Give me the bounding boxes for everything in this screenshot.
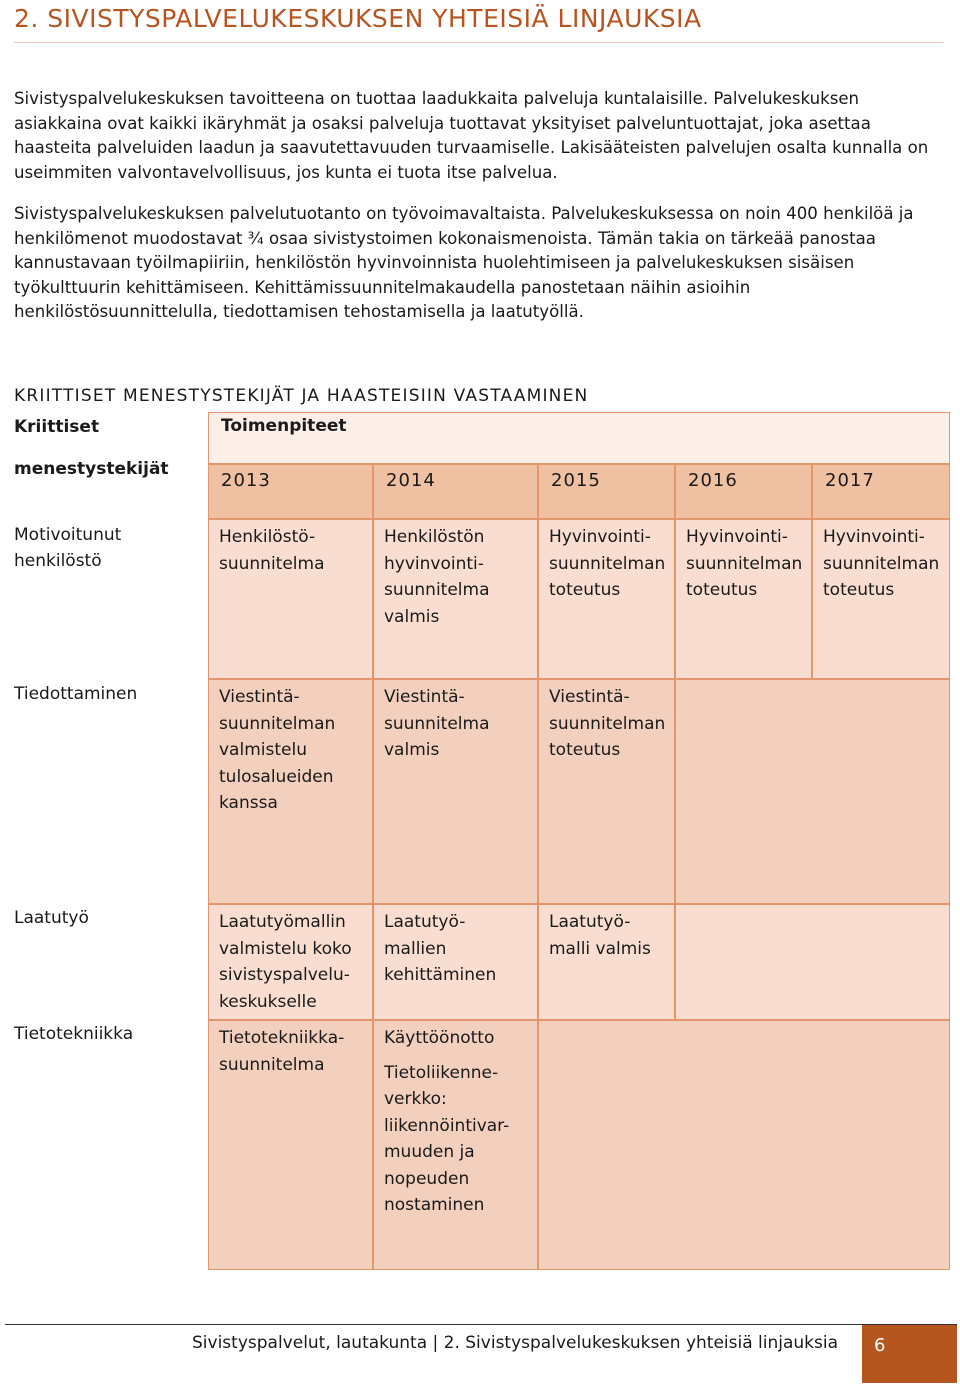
cell-line: Tietoliikenne-verkko: liikennöintivar-muuden ja nopeuden nostaminen (384, 1062, 510, 1215)
factor-label: Tiedottaminen (14, 684, 138, 704)
page-number: 6 (862, 1325, 957, 1383)
cell-line: Käyttöönotto (384, 1028, 495, 1048)
table-cell (373, 1020, 538, 1270)
year-header: 2016 (675, 464, 812, 519)
table-cell: Tietotekniikka-suunnitelma (208, 1020, 373, 1270)
table-cell: Viestintä-suunnitelma valmis (373, 679, 538, 904)
table-cell: Laatutyö-malli valmis (538, 904, 675, 1020)
table-cell-empty (675, 679, 950, 904)
table-cell: Laatutyömallin valmistelu koko sivistyspalvelu-keskukselle (208, 904, 373, 1020)
critical-label: Kriittiset (14, 417, 100, 437)
table-cell: Viestintä-suunnitelman valmistelu tulosalueiden kanssa (208, 679, 373, 904)
year-header: 2013 (208, 464, 373, 519)
year-header: 2014 (373, 464, 538, 519)
success-factors-label: menestystekijät (14, 459, 169, 479)
table-section-title: KRIITTISET MENESTYSTEKIJÄT JA HAASTEISIIN VASTAAMINEN (14, 386, 589, 406)
table-cell: Hyvinvointi-suunnitelman toteutus (538, 519, 675, 679)
heading-divider (14, 42, 944, 43)
footer-divider (5, 1324, 957, 1325)
intro-paragraph: Sivistyspalvelukeskuksen tavoitteena on tuottaa laadukkaita palveluja kuntalaisille. Palvelukeskuksen asiakkaina ovat kaikki ikäryhmät ja osaksi palveluja tuottavat yksityiset palveluntuottajat, joka asettaa haasteita palveluiden laadun ja saavutettavuuden turvaamiselle. Lakisääteisten palvelujen osalta kunnalla on useimmiten valvontavelvollisuus, jos kunta ei tuota itse palvelua. (14, 89, 929, 182)
factor-label: Laatutyö (14, 908, 89, 928)
section-heading: 2. SIVISTYSPALVELUKESKUKSEN YHTEISIÄ LINJAUKSIA (14, 4, 702, 33)
table-cell: Henkilöstön hyvinvointi-suunnitelma valmis (373, 519, 538, 679)
staff-paragraph: Sivistyspalvelukeskuksen palvelutuotanto on työvoimavaltaista. Palvelukeskuksessa on noin 400 henkilöä ja henkilömenot muodostavat ¾ osaa sivistystoimen kokonaismenoista. Tämän takia on tärkeää panostaa kannustavaan työilmapiiriin, henkilöstön hyvinvoinnista huolehtimiseen ja palvelukeskuksen sisäisen työkulttuurin kehittämiseen. Kehittämissuunnitelmakaudella panostetaan näihin asioihin henkilöstösuunnittelulla, tiedottamisen tehostamisella ja laatutyöllä. (14, 204, 914, 321)
table-cell: Hyvinvointi-suunnitelman toteutus (675, 519, 812, 679)
table-cell: Henkilöstö-suunnitelma (208, 519, 373, 679)
year-header: 2015 (538, 464, 675, 519)
measures-header (208, 412, 950, 464)
table-cell: Laatutyö-mallien kehittäminen (373, 904, 538, 1020)
measures-label: Toimenpiteet (221, 416, 347, 436)
year-header: 2017 (812, 464, 950, 519)
factor-label: Tietotekniikka (14, 1024, 134, 1044)
table-cell-empty (538, 1020, 950, 1270)
factor-label: Motivoitunut henkilöstö (14, 525, 122, 571)
table-cell: Viestintä-suunnitelman toteutus (538, 679, 675, 904)
footer-text: Sivistyspalvelut, lautakunta | 2. Sivistyspalvelukeskuksen yhteisiä linjauksia (192, 1333, 839, 1353)
table-cell-empty (675, 904, 950, 1020)
table-cell: Hyvinvointi-suunnitelman toteutus (812, 519, 950, 679)
